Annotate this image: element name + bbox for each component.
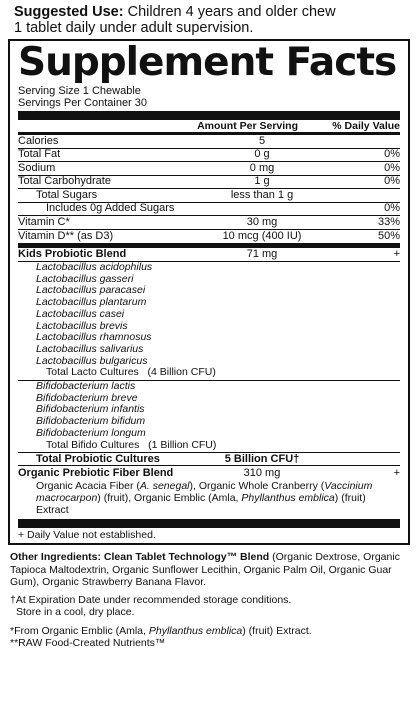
thick-divider: [18, 519, 400, 528]
nutrient-dv: 0%: [384, 161, 400, 174]
nutrient-name: Calories: [18, 134, 59, 147]
nutrient-amount: less than 1 g: [230, 188, 294, 201]
total-probiotic-name: Total Probiotic Cultures: [36, 452, 160, 465]
nutrient-amount: 0 g: [254, 148, 270, 161]
suggested-use: [6, 4, 410, 36]
nutrient-dv: 50%: [377, 229, 400, 242]
blend-name: Kids Probiotic Blend: [18, 248, 127, 261]
suggested-use-line2: 1 tablet daily under adult supervision.: [14, 20, 254, 36]
fiber-text: ) (fruit) Extract: [36, 492, 366, 517]
fiber-latin: Vaccinium macrocarpon: [36, 480, 373, 505]
other-ingredients-label: Other Ingredients: Clean Tablet Technology™ Blend: [10, 551, 270, 564]
nutrient-dv: 33%: [377, 215, 400, 228]
nutrient-name: Vitamin D** (as D3): [18, 229, 114, 242]
strain-item: Lactobacillus paracasei: [36, 284, 146, 297]
nutrient-row: [18, 149, 400, 163]
double-star-note: **RAW Food-Created Nutrients™: [10, 637, 166, 650]
lacto-strain-list: [18, 262, 400, 381]
probiotic-blend-row: [18, 248, 400, 262]
nutrient-name: Total Fat: [18, 148, 61, 161]
dv-header: % Daily Value: [332, 119, 400, 132]
fiber-latin: A. senegal: [139, 480, 190, 493]
nutrient-row: [18, 135, 400, 149]
fiber-text: Organic Acacia Fiber (: [36, 480, 140, 493]
strain-item: Lactobacillus salivarius: [36, 342, 144, 355]
column-header: [18, 120, 400, 135]
strain-item: Lactobacillus bulgaricus: [36, 354, 148, 367]
suggested-use-label: Suggested Use:: [14, 4, 124, 20]
nutrient-row: [18, 176, 400, 190]
strain-item: Lactobacillus rhamnosus: [36, 331, 152, 344]
strain-item: Lactobacillus gasseri: [36, 272, 134, 285]
thick-divider: [18, 111, 400, 120]
supplement-facts-panel: [8, 39, 410, 545]
fiber-description: [18, 480, 400, 519]
nutrient-amount: 30 mg: [246, 215, 278, 228]
serving-size: Serving Size 1 Chewable: [18, 85, 141, 97]
prebiotic-blend-row: [18, 466, 400, 480]
servings-per-container: Servings Per Container 30: [18, 97, 148, 109]
star-note-text: *From Organic Emblic (Amla,: [10, 624, 149, 637]
blend-dv: +: [393, 466, 400, 479]
storage-note: [10, 594, 406, 619]
other-ingredients-text: (Organic Dextrose, Organic Tapioca Maltodextrin, Organic Sunflower Lecithin, Organic Palm Oil, Organic Guar Gum), Organic Strawberry Banana Flavor.: [10, 551, 400, 588]
strain-item: Bifidobacterium bifidum: [36, 415, 146, 428]
fiber-text: ), Organic Whole Cranberry (: [189, 480, 325, 493]
star-note-text: ) (fruit) Extract.: [242, 624, 312, 637]
blend-dv: +: [393, 248, 400, 261]
strain-item: Bifidobacterium longum: [36, 426, 146, 439]
bifido-total: Total Bifido Cultures (1 Billion CFU): [46, 438, 217, 451]
strain-item: Bifidobacterium infantis: [36, 403, 145, 416]
nutrient-row: [18, 162, 400, 176]
nutrient-row: [18, 189, 400, 203]
amount-header: Amount Per Serving: [197, 119, 298, 132]
nutrient-dv: 0%: [384, 202, 400, 215]
nutrient-dv: 0%: [384, 148, 400, 161]
nutrient-row: [18, 203, 400, 217]
nutrient-name: Vitamin C*: [18, 215, 70, 228]
blend-name: Organic Prebiotic Fiber Blend: [18, 466, 174, 479]
nutrient-dv: 0%: [384, 175, 400, 188]
storage-line1: †At Expiration Date under recommended storage conditions.: [10, 594, 292, 607]
lacto-total: Total Lacto Cultures (4 Billion CFU): [46, 366, 216, 379]
suggested-use-line1: Children 4 years and older chew: [123, 4, 336, 20]
other-ingredients: [10, 551, 406, 588]
nutrient-amount: 10 mcg (400 IU): [222, 229, 302, 242]
nutrient-name: Includes 0g Added Sugars: [46, 202, 175, 215]
total-probiotic-amount: 5 Billion CFU†: [224, 452, 300, 465]
panel-title: Supplement Facts: [18, 40, 397, 85]
nutrient-amount: 1 g: [254, 175, 270, 188]
nutrient-amount: 0 mg: [249, 161, 275, 174]
nutrient-row: [18, 230, 400, 244]
strain-item: Lactobacillus brevis: [36, 319, 128, 332]
strain-item: Bifidobacterium breve: [36, 391, 138, 404]
nutrient-row: [18, 216, 400, 230]
blend-amount: 310 mg: [243, 466, 281, 479]
nutrient-amount: 5: [258, 134, 266, 147]
panel-footnote: + Daily Value not established.: [18, 529, 156, 542]
strain-item: Lactobacillus plantarum: [36, 296, 147, 309]
star-note-latin: Phyllanthus emblica: [148, 624, 243, 637]
label-notes: [6, 551, 410, 649]
strain-item: Bifidobacterium lactis: [36, 380, 136, 393]
star-note: [10, 625, 406, 637]
fiber-text: ) (fruit), Organic Emblic (Amla,: [97, 492, 242, 505]
source-notes: [10, 625, 406, 650]
total-probiotic-row: [18, 453, 400, 466]
nutrient-name: Total Carbohydrate: [18, 175, 111, 188]
strain-item: Lactobacillus acidophilus: [36, 261, 153, 273]
nutrient-name: Sodium: [18, 161, 56, 174]
storage-line2: Store in a cool, dry place.: [16, 606, 135, 619]
strain-item: Lactobacillus casei: [36, 307, 125, 320]
fiber-latin: Phyllanthus emblica: [241, 492, 335, 505]
nutrient-name: Total Sugars: [36, 188, 98, 201]
bifido-strain-list: [18, 381, 400, 453]
blend-amount: 71 mg: [246, 248, 278, 261]
